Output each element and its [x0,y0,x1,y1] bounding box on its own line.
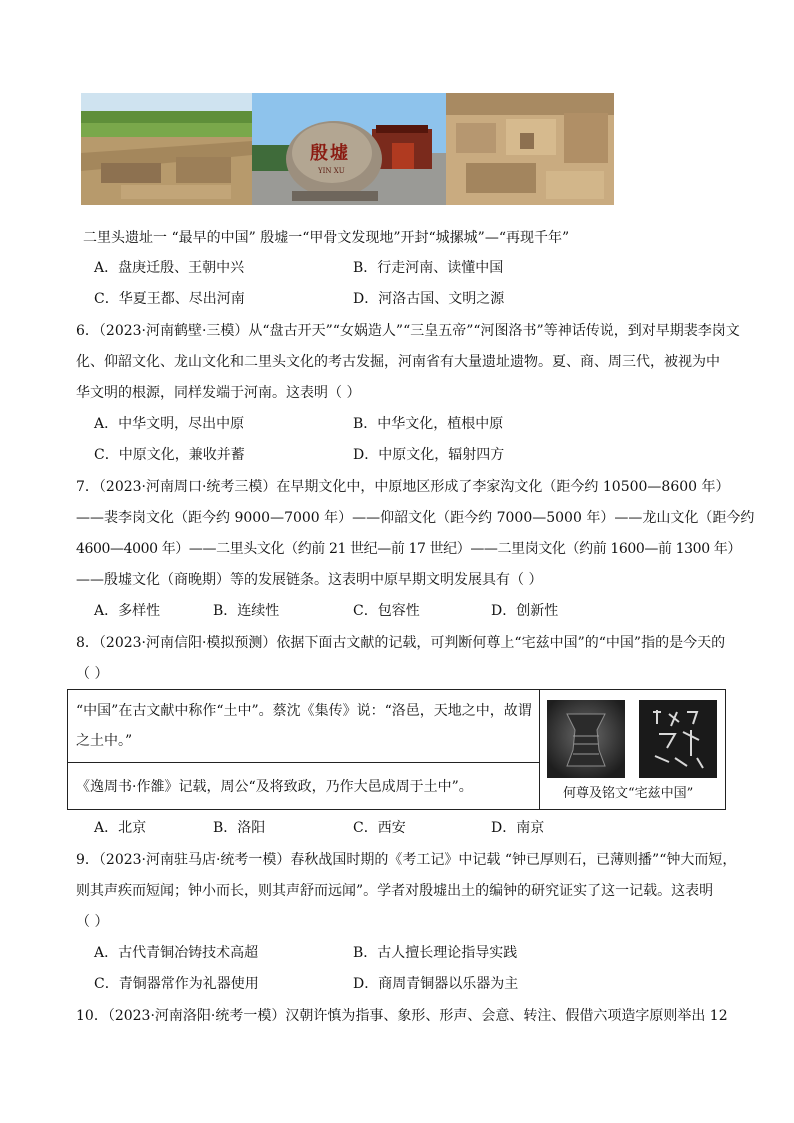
photo-yinxu-stone [252,93,446,205]
q8-option-c[interactable]: C．西安 [353,820,406,836]
q6-stem-line-1: 6．（2023·河南鹤壁·三模）从“盘古开天”“女娲造人”“三皇五帝”“河图洛书”等神话传说，到对早期裴李岗文 [76,323,740,339]
q8-option-d[interactable]: D．南京 [491,820,545,836]
q8-stem-line-1: 8．（2023·河南信阳·模拟预测）依据下面古文献的记载，可判断何尊上“宅兹中国”的“中国”指的是今天的 [76,635,726,651]
q7-option-b[interactable]: B．连续性 [213,603,280,619]
q9-option-c[interactable]: C．青铜器常作为礼器使用 [94,976,259,992]
q5-option-a[interactable]: A．盘庚迁殷、王朝中兴 [94,260,245,276]
q9-option-b[interactable]: B．古人擅长理论指导实践 [353,945,518,961]
q9-stem-line-2: 则其声疾而短闻；钟小而长，则其声舒而远闻”。学者对殷墟出土的编钟的研究证实了这一记载。这表明 [76,883,714,899]
q5-option-c[interactable]: C．华夏王都、尽出河南 [94,291,245,307]
stone-inscription-pinyin: YIN XU [318,167,345,175]
q7-option-c[interactable]: C．包容性 [353,603,420,619]
q6-stem-line-2: 化、仰韶文化、龙山文化和二里头文化的考古发掘，河南省有大量遗址遗物。夏、商、周三代，被视为中 [76,354,720,370]
q6-option-a[interactable]: A．中华文明，尽出中原 [94,416,245,432]
photo-erlitou-site [81,93,252,205]
q7-stem-line-4: ——殷墟文化（商晚期）等的发展链条。这表明中原早期文明发展具有（ ） [76,572,543,588]
q9-stem-line-1: 9．（2023·河南驻马店·统考一模）春秋战国时期的《考工记》中记载 “钟已厚则石，已薄则播”“钟大而短， [76,852,737,868]
q8-option-a[interactable]: A．北京 [94,820,147,836]
q7-option-d[interactable]: D．创新性 [491,603,559,619]
q6-option-d[interactable]: D．中原文化，辐射四方 [353,447,505,463]
q6-option-b[interactable]: B．中华文化，植根中原 [353,416,504,432]
q9-stem-line-3: （ ） [76,914,109,930]
q10-stem-line-1: 10．（2023·河南洛阳·统考一模）汉朝许慎为指事、象形、形声、会意、转注、假借六项造字原则举出 12 [76,1008,728,1024]
photo-caption: 二里头遗址一 “最早的中国” 殷墟一“甲骨文发现地”开封“城摞城”—“再现千年” [83,230,570,246]
q8-stem-line-2: （ ） [76,666,109,682]
table-cell-row-2: 《逸周书·作雒》记载，周公“及将致政，乃作大邑成周于土中”。 [76,779,473,795]
q5-option-b[interactable]: B．行走河南、读懂中国 [353,260,504,276]
q7-stem-line-3: 4600—4000 年）——二里头文化（约前 21 世纪—前 17 世纪）——二里岗文化（约前 1600—前 1300 年） [76,541,741,557]
table-cell-line-2: 之土中。” [76,733,133,749]
table-column-divider [539,690,540,809]
he-zun-caption: 何尊及铭文“宅兹中国” [563,786,694,801]
q5-option-d[interactable]: D．河洛古国、文明之源 [353,291,505,307]
q7-option-a[interactable]: A．多样性 [94,603,161,619]
q6-option-c[interactable]: C．中原文化，兼收并蓄 [94,447,245,463]
he-zun-inscription-image [639,700,717,778]
table-row-divider [68,762,539,763]
q9-option-a[interactable]: A．古代青铜冶铸技术高超 [94,945,259,961]
q7-stem-line-2: ——裴李岗文化（距今约 9000—7000 年）——仰韶文化（距今约 7000—5000 年）——龙山文化（距今约 [76,510,755,526]
he-zun-vessel-image [547,700,625,778]
q8-option-b[interactable]: B．洛阳 [213,820,266,836]
q9-option-d[interactable]: D．商周青铜器以乐器为主 [353,976,519,992]
q8-source-table [67,689,726,810]
stone-inscription: 殷墟 [310,143,350,164]
q6-stem-line-3: 华文明的根源，同样发端于河南。这表明（ ） [76,385,361,401]
photo-kaifeng-ruins [446,93,614,205]
table-cell-line-1: “中国”在古文献中称作“土中”。蔡沈《集传》说：“洛邑，天地之中，故谓 [76,703,532,719]
q7-stem-line-1: 7．（2023·河南周口·统考三模）在早期文化中，中原地区形成了李家沟文化（距今约 10500—8600 年） [76,479,730,495]
